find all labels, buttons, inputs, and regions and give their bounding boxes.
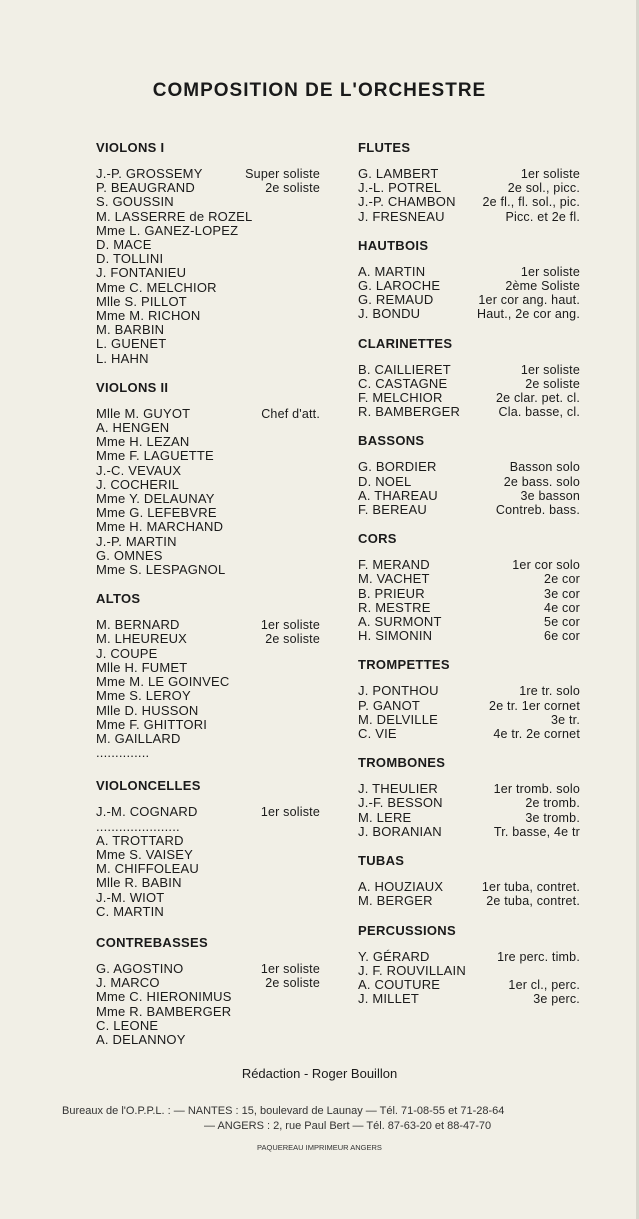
section-title: CLARINETTES [358,335,453,351]
musician-name: Mme C. MELCHIOR [96,279,217,295]
musician-name: A. SURMONT [358,614,442,630]
section-title: FLUTES [358,140,411,155]
section-title: CONTREBASSES [96,934,208,950]
musician-name: A. THAREAU [358,487,438,503]
page-title: COMPOSITION DE L'ORCHESTRE [152,80,487,101]
musician-row [96,252,320,266]
musician-role: 2ème Soliste [505,279,580,294]
musician-row [96,337,320,351]
musician-row [358,699,580,713]
musician-row [96,195,320,209]
musician-row [358,210,580,224]
musician-row [96,675,320,689]
musician-row [358,405,580,419]
section-violons-ii [96,380,320,577]
musician-name: M. LASSERRE de ROZEL [96,208,253,224]
musician-role: 1er soliste [520,362,580,377]
musician-name: P. GANOT [358,697,421,713]
musician-row [96,464,320,478]
musician-role: 1er cor ang. haut. [478,293,580,308]
musician-name: J.-P. GROSSEMY [96,166,203,181]
musician-row [96,647,320,661]
musician-name: Mme Y. DELAUNAY [96,491,215,507]
musician-role: 5e cor [544,615,580,630]
musician-role: 1er soliste [260,805,320,820]
musician-row [96,435,320,449]
musician-row [358,558,580,572]
musician-row [96,535,320,549]
musician-name: C. VIE [358,726,397,742]
musician-name: Mme M. LE GOINVEC [96,674,230,690]
musician-row [358,167,580,181]
musician-name: M. BERGER [358,893,433,909]
musician-row [358,713,580,727]
musician-role: 1er soliste [520,264,580,279]
musician-name: J. BONDU [358,306,421,322]
printer-credit: PAQUEREAU IMPRIMEUR ANGERS [257,1143,382,1152]
musician-name: J.-P. MARTIN [96,533,177,549]
musician-row [96,862,320,876]
musician-row [358,307,580,321]
musician-name: J. THEULIER [358,781,438,797]
musician-row [358,293,580,307]
musician-role: 2e soliste [265,632,320,647]
musician-row [96,618,320,632]
section-trombones [358,755,580,839]
musician-name: D. MACE [96,237,152,253]
address-line-nantes: Bureaux de l'O.P.P.L. : — NANTES : 15, boulevard de Launay — Tél. 71-08-55 et 71-28-64 [62,1105,505,1117]
section-violoncelles [96,778,320,919]
section-title: TROMBONES [358,755,446,771]
office-addresses [62,1104,504,1134]
musician-row [96,820,320,834]
section-contrebasses [96,935,320,1047]
musician-row [358,391,580,405]
musician-row [358,587,580,601]
section-title: PERCUSSIONS [358,922,456,938]
redaction-credit: Rédaction - Roger Bouillon [241,1066,398,1081]
section-altos [96,591,320,760]
section-title: VIOLONCELLES [96,778,201,794]
musician-name: M. CHIFFOLEAU [96,861,199,877]
musician-row [358,978,580,992]
musician-row [96,266,320,280]
musician-row [96,876,320,890]
musician-role: 1er soliste [520,167,580,181]
musician-name: F. BEREAU [358,502,427,518]
musician-role: 1er tuba, contret. [481,880,580,895]
musician-name: J. COCHERIL [96,476,180,492]
musician-row [358,950,580,964]
musician-name: Mme S. LESPAGNOL [96,562,226,578]
musician-name: A. MARTIN [358,263,426,279]
musician-row [96,905,320,919]
section-title: ALTOS [96,591,141,607]
musician-name: .............. [96,745,150,761]
musician-row [96,492,320,506]
musician-row [96,990,320,1004]
musician-role: 2e clar. pet. cl. [496,391,580,406]
musician-name: L. GUENET [96,336,167,352]
musician-role: Haut., 2e cor ang. [477,307,580,322]
musician-name: Mme C. HIERONIMUS [96,989,232,1005]
musician-role: 2e soliste [265,181,320,196]
musician-row [96,352,320,366]
musician-row [96,549,320,563]
musician-role: 1er tromb. solo [493,782,580,797]
musician-role: 3e perc. [533,992,580,1007]
musician-name: M. BARBIN [96,322,165,338]
musician-row [96,718,320,732]
section-violons-i [96,140,320,366]
musician-row [358,782,580,796]
musician-row [96,520,320,534]
musician-name: J. BORANIAN [358,823,442,839]
musician-name: Mme H. MARCHAND [96,519,224,535]
musician-row [358,572,580,586]
musician-name: Mlle M. GUYOT [96,405,191,421]
musician-row [358,601,580,615]
section-title: BASSONS [358,433,425,449]
musician-row [96,1033,320,1047]
section-title: VIOLONS I [96,140,165,155]
musician-role: 3e tromb. [525,810,580,825]
musician-row [358,503,580,517]
musician-row [96,309,320,323]
musician-name: Mlle H. FUMET [96,659,188,675]
musician-name: J. PONTHOU [358,683,439,699]
musician-name: M. VACHET [358,571,430,587]
left-column [96,140,320,1061]
musician-role: 3e tr. [551,712,580,727]
musician-row [358,489,580,503]
musician-role: 6e cor [544,629,580,644]
musician-name: Mme S. VAISEY [96,846,193,862]
musician-name: Mme S. LEROY [96,688,191,704]
musician-row [96,848,320,862]
musician-name: H. SIMONIN [358,628,433,644]
musician-role: 2e tromb. [525,796,580,811]
musician-row [96,891,320,905]
musician-name: G. AGOSTINO [96,960,184,976]
musician-row [358,460,580,474]
musician-role: 2e tuba, contret. [486,894,580,909]
musician-row [358,727,580,741]
musician-name: G. OMNES [96,547,163,563]
musician-role: Super soliste [245,167,320,181]
section-title: VIOLONS II [96,379,169,395]
musician-name: F. MERAND [358,557,430,573]
musician-name: B. CAILLIERET [358,361,451,377]
musician-row [96,167,320,181]
musician-name: J.-P. CHAMBON [358,194,456,210]
musician-row [96,746,320,760]
musician-name: Mme F. GHITTORI [96,716,208,732]
musician-name: J. MILLET [358,991,420,1007]
musician-row [96,449,320,463]
musician-name: J. FONTANIEU [96,265,187,281]
musician-name: ...................... [96,818,180,834]
musician-row [358,279,580,293]
musician-role: Basson solo [509,460,580,475]
musician-role: 2e tr. 1er cornet [489,698,580,713]
musician-name: J. F. ROUVILLAIN [358,962,466,978]
section-clarinettes [358,336,580,420]
musician-name: D. NOEL [358,473,412,489]
musician-role: 2e soliste [525,376,580,391]
musician-name: C. CASTAGNE [358,375,448,391]
musician-name: A. HENGEN [96,420,170,436]
musician-name: P. BEAUGRAND [96,180,195,196]
musician-name: Mme L. GANEZ-LOPEZ [96,222,239,238]
musician-name: G. REMAUD [358,292,434,308]
musician-name: R. BAMBERGER [358,404,461,420]
musician-name: S. GOUSSIN [96,194,174,210]
musician-role: 4e tr. 2e cornet [493,727,580,742]
musician-name: D. TOLLINI [96,251,164,267]
musician-name: Mme H. LEZAN [96,434,190,450]
musician-name: M. GAILLARD [96,730,181,746]
musician-name: M. LHEUREUX [96,631,188,647]
musician-role: 2e fl., fl. sol., pic. [482,195,580,210]
musician-row [358,964,580,978]
musician-row [96,1005,320,1019]
musician-role: Picc. et 2e fl. [505,209,580,224]
musician-role: 3e basson [520,488,580,503]
musician-name: J. FRESNEAU [358,208,445,224]
musician-role: Tr. basse, 4e tr [493,824,580,839]
musician-row [358,363,580,377]
section-title: TUBAS [358,853,405,869]
musician-role: 2e cor [544,572,580,587]
section-title: TROMPETTES [358,657,450,673]
musician-row [96,834,320,848]
musician-name: J.-M. COGNARD [96,804,198,820]
musician-name: J. COUPE [96,645,158,661]
section-tubas [358,853,580,908]
musician-row [96,295,320,309]
musician-row [96,1019,320,1033]
section-trompettes [358,657,580,741]
musician-name: A. HOUZIAUX [358,879,444,895]
musician-name: C. MARTIN [96,903,165,919]
musician-role: 1er cor solo [512,558,580,573]
musician-row [96,732,320,746]
musician-role: Contreb. bass. [495,503,580,518]
musician-row [96,976,320,990]
musician-row [96,323,320,337]
musician-name: Mlle D. HUSSON [96,702,199,718]
musician-name: Y. GÉRARD [358,948,430,964]
musician-role: 1er soliste [260,961,320,976]
musician-row [358,377,580,391]
musician-name: A. DELANNOY [96,1031,186,1047]
musician-name: M. DELVILLE [358,711,438,727]
musician-name: G. LAROCHE [358,278,441,294]
musician-name: J. MARCO [96,975,160,991]
musician-name: A. COUTURE [358,976,441,992]
musician-role: Chef d'att. [261,406,320,421]
musician-role: 1re perc. timb. [497,949,580,964]
musician-row [358,811,580,825]
musician-name: L. HAHN [96,350,149,366]
musician-name: J.-L. POTREL [358,180,442,196]
musician-row [96,704,320,718]
section-flutes [358,140,580,224]
musician-row [358,181,580,195]
musician-name: J.-F. BESSON [358,795,443,811]
musician-role: 4e cor [544,600,580,615]
musician-row [96,689,320,703]
musician-row [358,894,580,908]
musician-row [358,615,580,629]
musician-role: 2e bass. solo [503,474,580,489]
musician-row [96,805,320,819]
musician-row [96,661,320,675]
musician-row [358,265,580,279]
right-column [358,140,580,1020]
musician-row [96,238,320,252]
musician-row [358,992,580,1006]
musician-role: 3e cor [544,586,580,601]
section-percussions [358,923,580,1007]
musician-role: 1er soliste [260,618,320,633]
musician-name: B. PRIEUR [358,585,425,601]
musician-row [96,962,320,976]
musician-name: R. MESTRE [358,599,431,615]
musician-row [358,825,580,839]
section-hautbois [358,238,580,322]
musician-row [96,506,320,520]
musician-name: J.-M. WIOT [96,889,165,905]
musician-row [358,796,580,810]
musician-name: G. BORDIER [358,459,437,475]
musician-role: 2e soliste [265,976,320,991]
musician-role: Cla. basse, cl. [498,405,580,420]
address-line-angers: — ANGERS : 2, rue Paul Bert — Tél. 87-63-20 et 88-47-70 [204,1120,492,1132]
musician-row [96,563,320,577]
musician-name: M. BERNARD [96,617,180,633]
musician-name: Mme M. RICHON [96,308,201,324]
musician-row [358,880,580,894]
musician-row [96,181,320,195]
musician-name: A. TROTTARD [96,832,184,848]
musician-name: Mme R. BAMBERGER [96,1003,232,1019]
section-cors [358,531,580,643]
section-bassons [358,433,580,517]
musician-name: Mme G. LEFEBVRE [96,505,217,521]
musician-name: Mlle R. BABIN [96,875,182,891]
musician-name: C. LEONE [96,1017,159,1033]
musician-row [96,421,320,435]
musician-role: 2e sol., picc. [507,181,580,196]
musician-row [96,407,320,421]
musician-row [358,195,580,209]
musician-role: 1er cl., perc. [508,977,580,992]
musician-name: J.-C. VEVAUX [96,462,182,478]
musician-name: Mlle S. PILLOT [96,293,187,309]
musician-row [96,210,320,224]
section-title: HAUTBOIS [358,237,429,253]
musician-row [96,224,320,238]
musician-row [96,478,320,492]
musician-row [96,281,320,295]
musician-row [96,632,320,646]
musician-role: 1re tr. solo [519,684,580,699]
musician-row [358,475,580,489]
musician-name: G. LAMBERT [358,166,439,181]
musician-row [358,629,580,643]
musician-row [358,684,580,698]
section-title: CORS [358,531,397,547]
musician-name: F. MELCHIOR [358,390,443,406]
musician-name: Mme F. LAGUETTE [96,448,214,464]
musician-name: M. LERE [358,809,412,825]
